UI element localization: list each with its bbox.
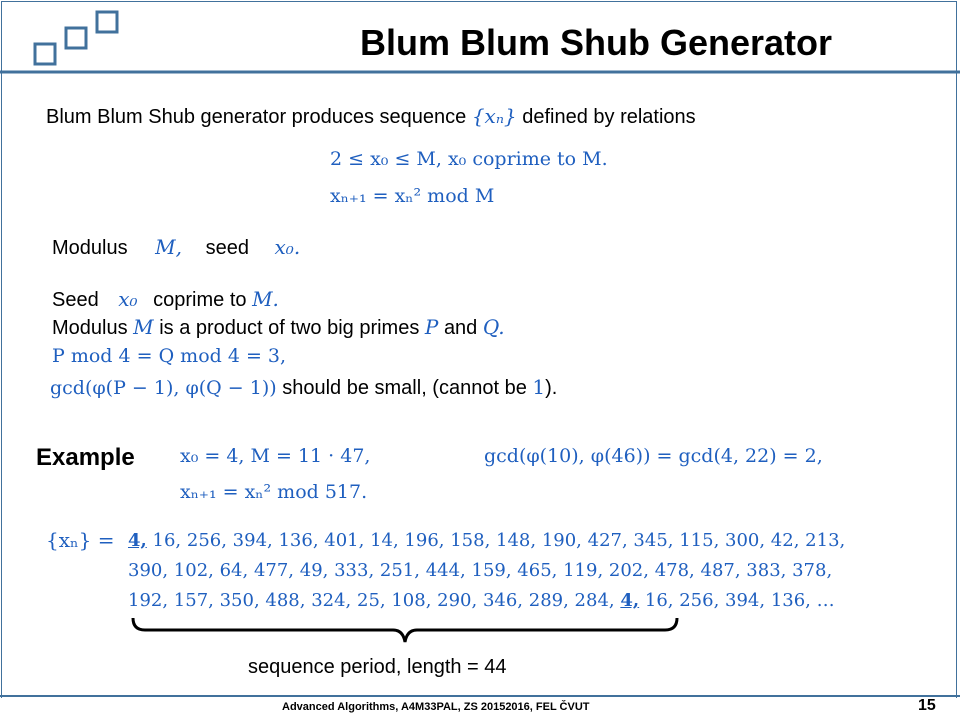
example-params: x₀ = 4, M = 11 · 47, — [180, 445, 371, 467]
seed-line-m: M. — [252, 287, 279, 311]
modulus-product-p: P — [424, 315, 439, 339]
page-number: 15 — [918, 697, 936, 714]
sequence-line-3-tail: 16, 256, 394, 136, … — [639, 590, 835, 611]
sequence-line-3-text: 192, 157, 350, 488, 324, 25, 108, 290, 346, 289, 284, — [128, 590, 621, 611]
footer-text: Advanced Algorithms, A4M33PAL, ZS 20152016, FEL ČVUT — [282, 701, 590, 713]
gcd-text: should be small, (cannot be — [276, 377, 533, 399]
modulus-product-label: Modulus — [52, 317, 128, 339]
sequence-repeat-value: 4, — [620, 590, 640, 611]
relation-1: 2 ≤ x₀ ≤ M, x₀ coprime to M. — [330, 148, 608, 170]
gcd-math: gcd(φ(P − 1), φ(Q − 1)) — [50, 377, 277, 399]
modulus-product-and: and — [443, 317, 478, 339]
modulus-label: Modulus — [52, 237, 128, 259]
period-caption: sequence period, length = 44 — [248, 656, 507, 678]
seed-label: seed — [205, 237, 249, 259]
sequence-first-value: 4, — [128, 530, 147, 551]
sequence-line-1-text: 16, 256, 394, 136, 401, 14, 196, 158, 148, 190, 427, 345, 115, 300, 42, 213, — [146, 530, 846, 551]
relation-2: xₙ₊₁ = xₙ² mod M — [330, 185, 495, 207]
seed-line-label: Seed — [52, 289, 99, 311]
seed-line-coprime: coprime to — [153, 289, 247, 311]
sequence-label: {xₙ} = — [46, 528, 115, 552]
modulus-product-m: M — [133, 315, 154, 339]
example-recurrence: xₙ₊₁ = xₙ² mod 517. — [180, 481, 368, 503]
page-title: Blum Blum Shub Generator — [360, 22, 833, 63]
modulus-product-text: is a product of two big primes — [159, 317, 420, 339]
intro-text-after: defined by relations — [516, 106, 696, 128]
gcd-end: ). — [545, 377, 558, 399]
sequence-line-2: 390, 102, 64, 477, 49, 333, 251, 444, 159, 465, 119, 202, 478, 487, 383, 378, — [128, 560, 833, 581]
seed-x0: x₀. — [274, 235, 301, 259]
intro-text: Blum Blum Shub generator produces sequence — [46, 106, 472, 128]
gcd-one: 1 — [532, 375, 546, 399]
intro-seq-math: {xₙ} — [471, 104, 517, 128]
example-gcd: gcd(φ(10), φ(46)) = gcd(4, 22) = 2, — [484, 445, 823, 467]
modulus-product-q: Q. — [482, 315, 505, 339]
modulus-m: M, — [155, 235, 183, 259]
mod4-line: P mod 4 = Q mod 4 = 3, — [52, 345, 287, 367]
seed-line-x0: x₀ — [118, 287, 138, 311]
example-heading: Example — [36, 444, 135, 471]
